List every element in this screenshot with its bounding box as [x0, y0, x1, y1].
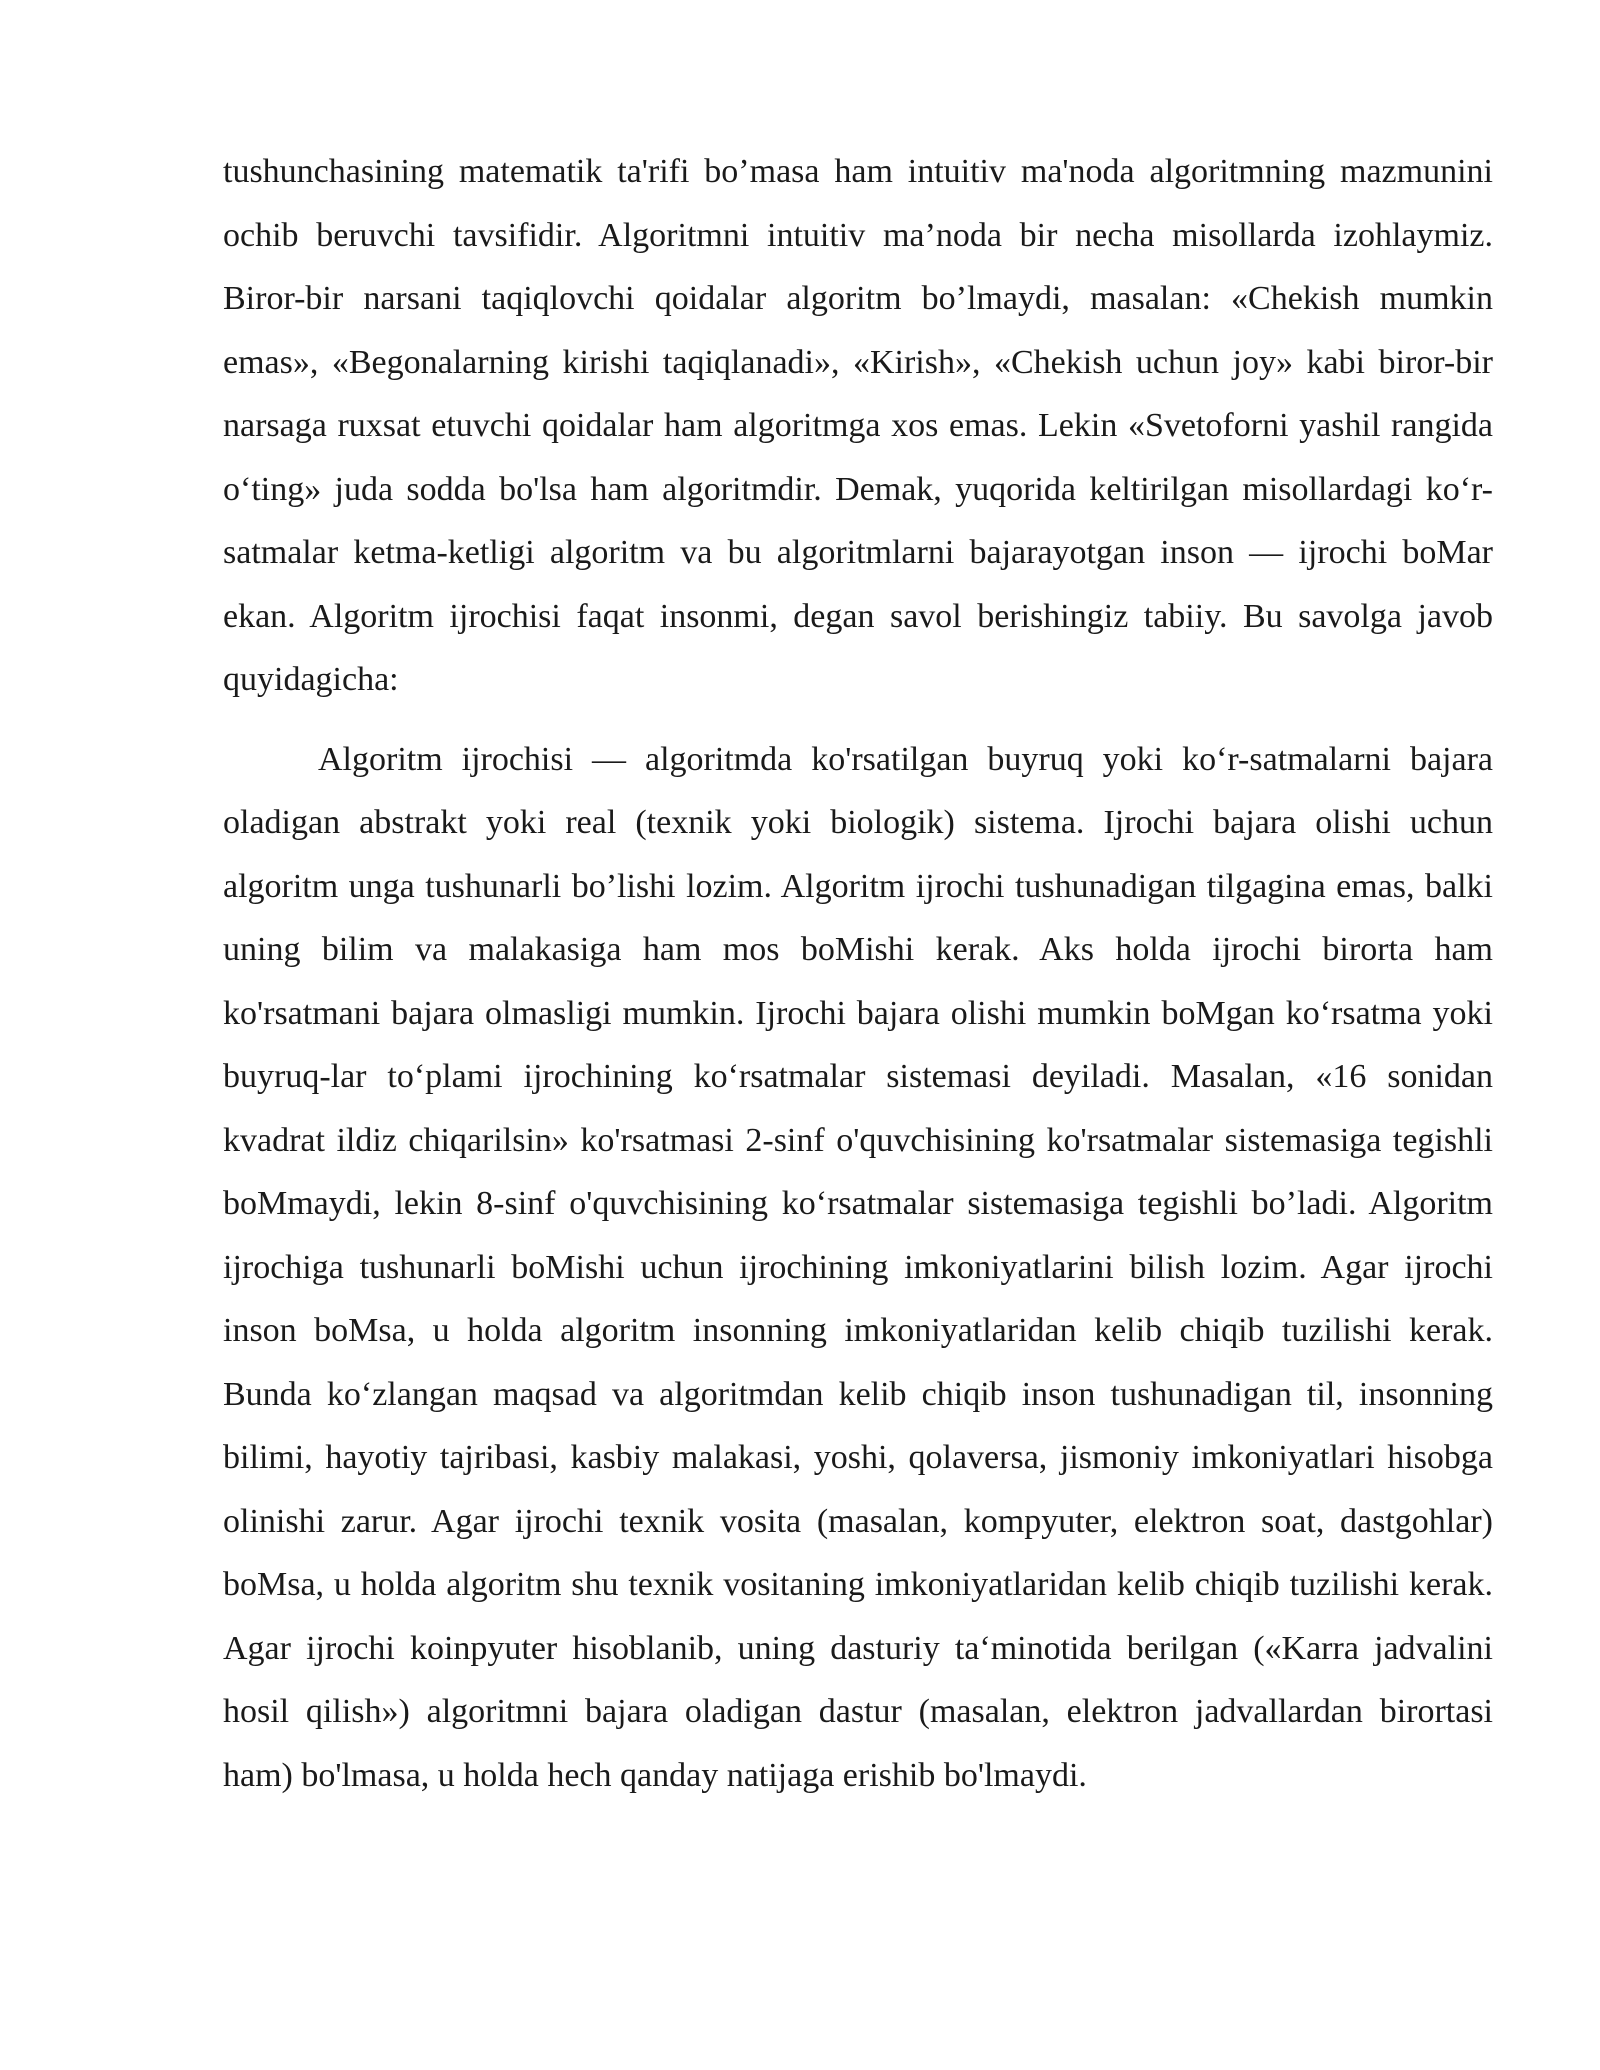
text-body — [223, 140, 1493, 1807]
paragraph-2: Algoritm ijrochisi — algoritmda ko'rsatilgan buyruq yoki ko‘r-satmalarni bajara oladigan abstrakt yoki real (texnik yoki biologik) sistema. Ijrochi bajara olishi uchun algoritm unga tushunarli bo’lishi lozim. Algoritm ijrochi tushunadigan tilgagina emas, balki uning bilim va malakasiga ham mos boMishi kerak. Aks holda ijrochi birorta ham ko'rsatmani bajara olmasligi mumkin. Ijrochi bajara olishi mumkin boMgan ko‘rsatma yoki buyruq-lar to‘plami ijrochining ko‘rsatmalar sistemasi deyiladi. Masalan, «16 sonidan kvadrat ildiz chiqarilsin» ko'rsatmasi 2-sinf o'quvchisining ko'rsatmalar sistemasiga tegishli boMmaydi, lekin 8-sinf o'quvchisining ko‘rsatmalar sistemasiga tegishli bo’ladi. Algoritm ijrochiga tushunarli boMishi uchun ijrochining imkoniyatlarini bilish lozim. Agar ijrochi inson boMsa, u holda algoritm insonning imkoniyatlaridan kelib chiqib tuzilishi kerak. Bunda ko‘zlangan maqsad va algoritmdan kelib chiqib inson tushunadigan til, insonning bilimi, hayotiy tajribasi, kasbiy malakasi, yoshi, qolaversa, jismoniy imkoniyatlari hisobga olinishi zarur. Agar ijrochi texnik vosita (masalan, kompyuter, elektron soat, dastgohlar) boMsa, u holda algoritm shu texnik vositaning imkoniyatlaridan kelib chiqib tuzilishi kerak. Agar ijrochi koinpyuter hisoblanib, uning dasturiy ta‘minotida berilgan («Karra jadvalini hosil qilish») algoritmni bajara oladigan dastur (masalan, elektron jadvallardan birortasi ham) bo'lmasa, u holda hech qanday natijaga erishib bo'lmaydi. — [223, 740, 1493, 1794]
paragraph-1: tushunchasining matematik ta'rifi bo’masa ham intuitiv ma'noda algoritmning mazmunini ochib beruvchi tavsifidir. Algoritmni intuitiv ma’noda bir necha misollarda izohlaymiz. Biror-bir narsani taqiqlovchi qoidalar algoritm bo’lmaydi, masalan: «Chekish mumkin emas», «Begonalarning kirishi taqiqlanadi», «Kirish», «Chekish uchun joy» kabi biror-bir narsaga ruxsat etuvchi qoidalar ham algoritmga xos emas. Lekin «Svetoforni yashil rangida o‘ting» juda sodda bo'lsa ham algoritmdir. Demak, yuqorida keltirilgan misollardagi ko‘r-satmalar ketma-ketligi algoritm va bu algoritmlarni bajarayotgan inson — ijrochi boMar ekan. Algoritm ijrochisi faqat insonmi, degan savol berishingiz tabiiy. Bu savolga javob quyidagicha: — [223, 153, 1493, 698]
